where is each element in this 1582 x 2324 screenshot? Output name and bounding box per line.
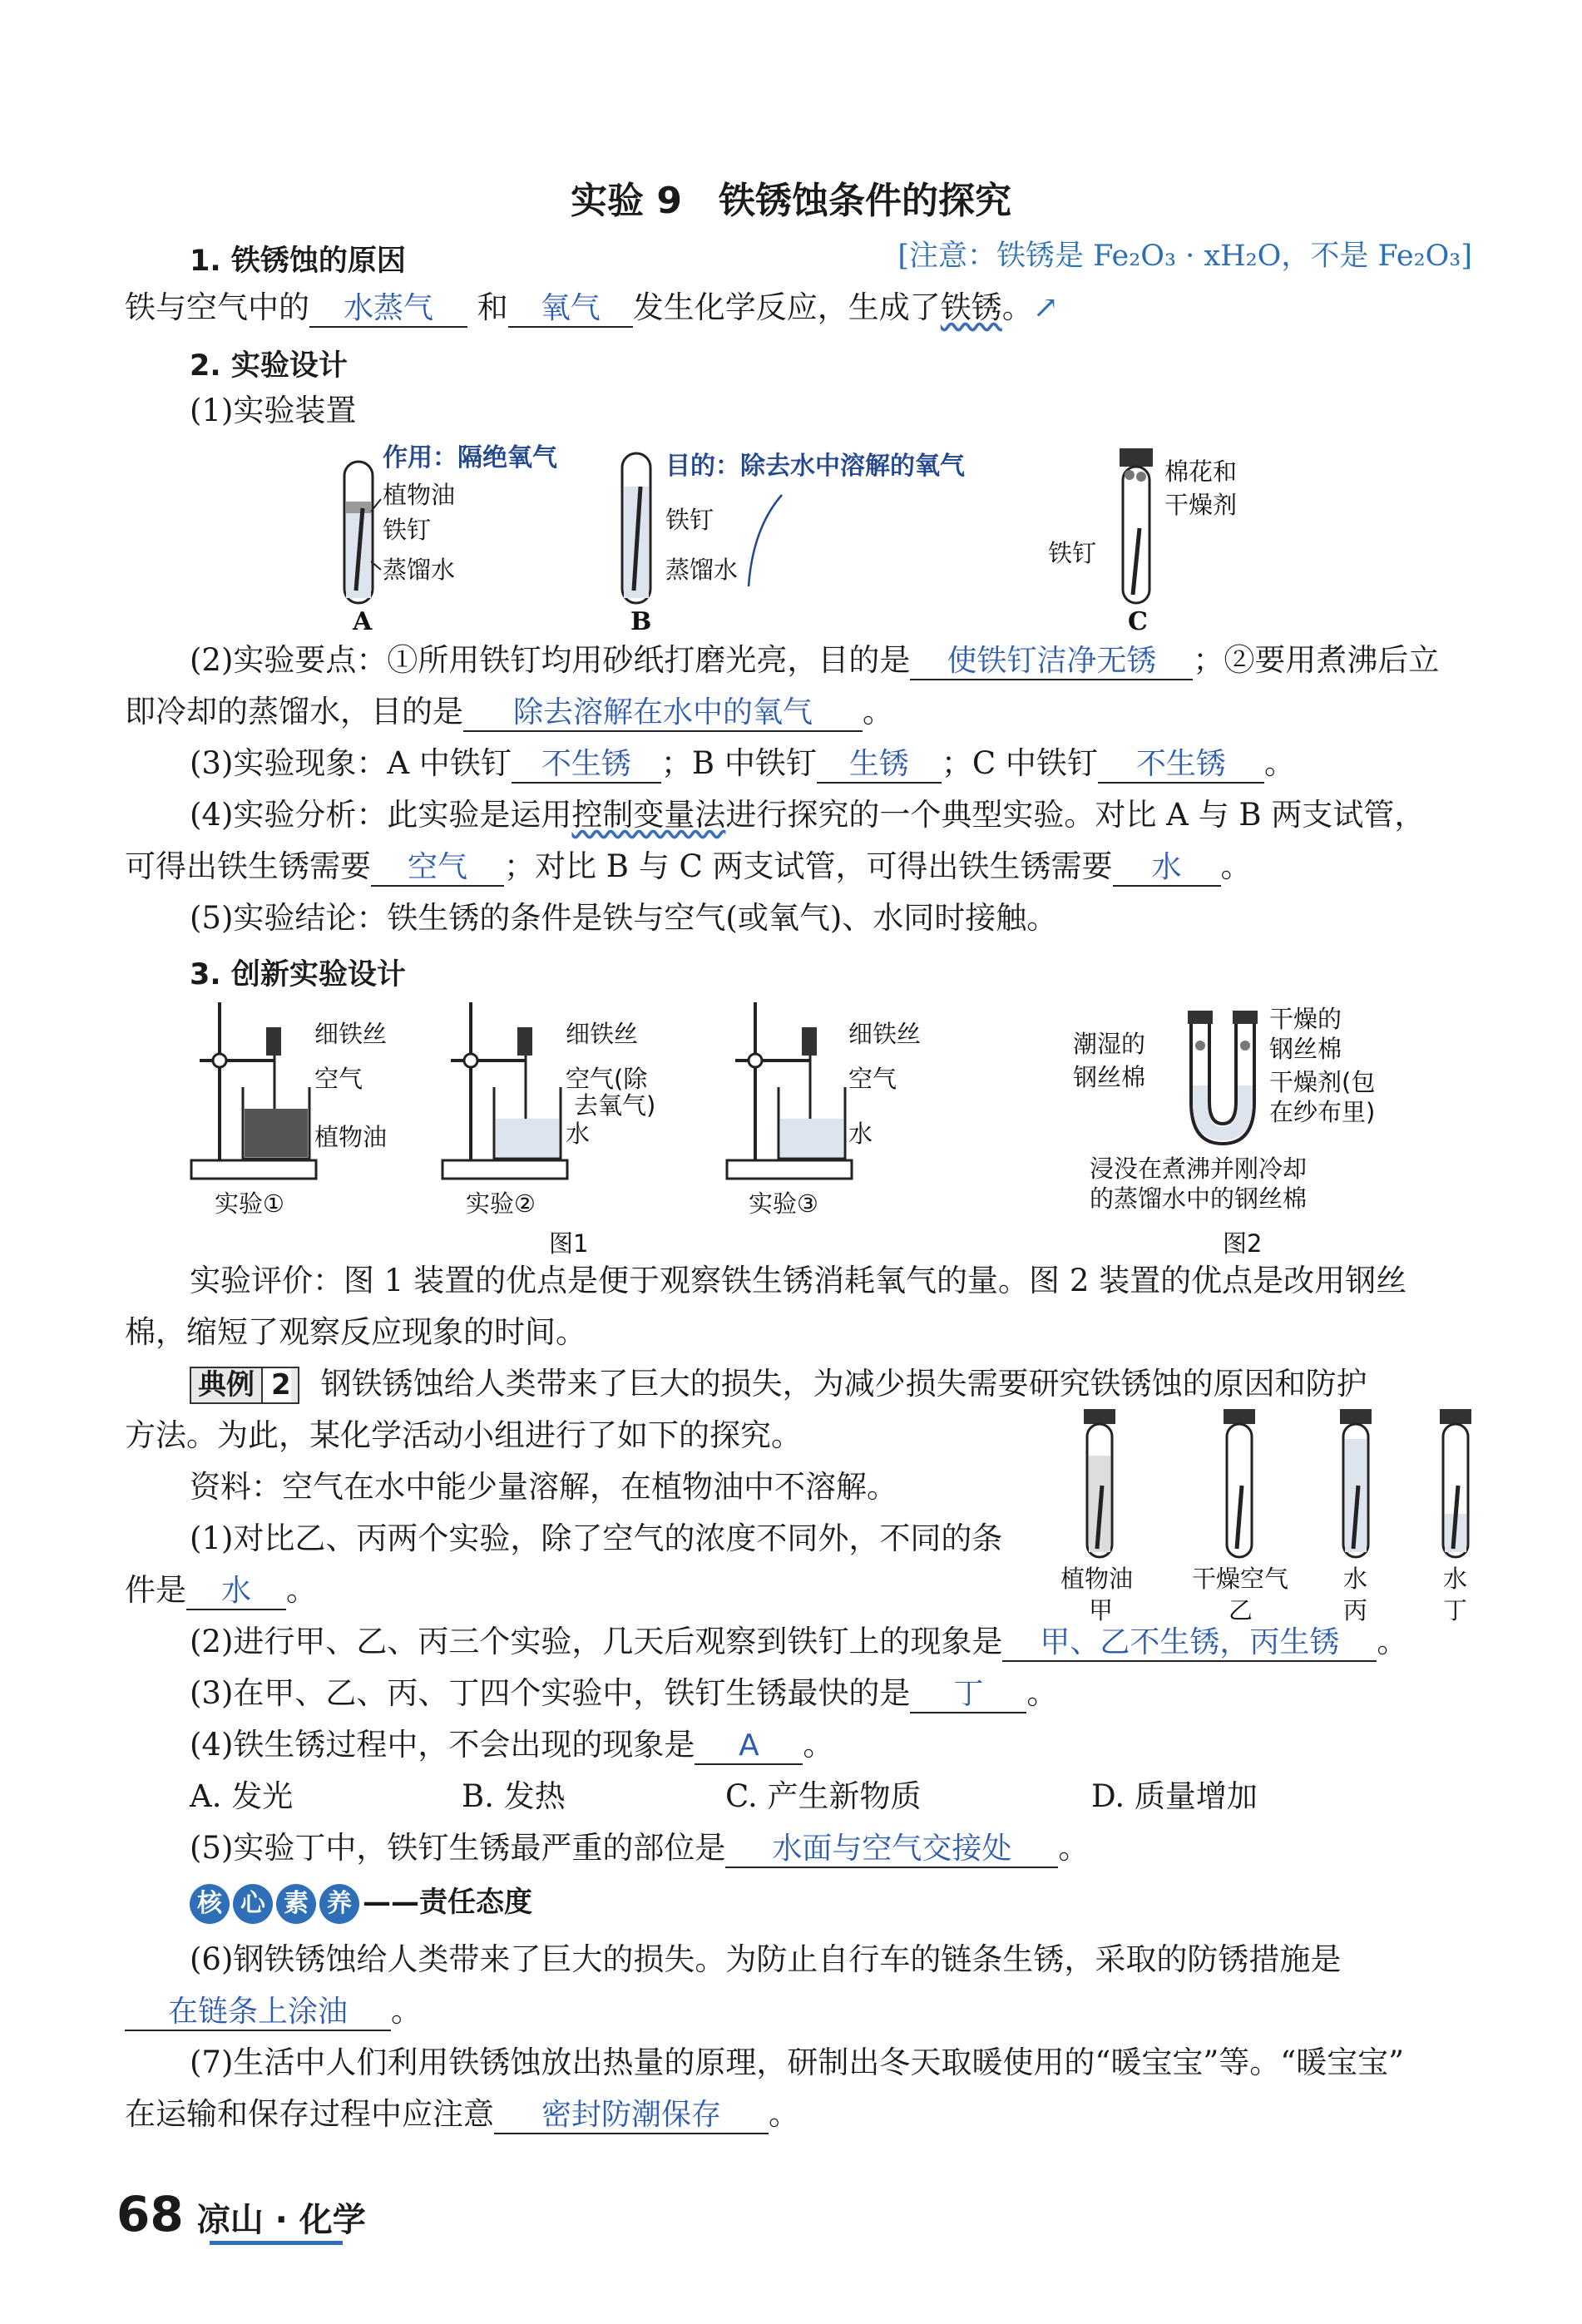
- tube-bing: [1340, 1409, 1372, 1624]
- section-2-heading: 2. 实验设计: [190, 349, 348, 383]
- answer-q4: A: [695, 1728, 803, 1765]
- footer-underline: [210, 2241, 343, 2245]
- tube-a: [344, 443, 557, 636]
- u-tube-apparatus: [1073, 1005, 1375, 1213]
- u-tube-bottom-label-1: 浸没在煮沸并刚冷却: [1090, 1155, 1308, 1183]
- answer-tube-b: 生锈: [817, 746, 942, 784]
- text: 。: [286, 1572, 317, 1608]
- text: 和: [477, 289, 508, 325]
- key-points-line-1: [190, 642, 1439, 680]
- question-5: [190, 1830, 1089, 1868]
- tube-b-caption: B: [630, 607, 652, 636]
- example-intro-line-1: [190, 1366, 1367, 1404]
- exp2-water-label: 水: [566, 1120, 591, 1148]
- figure-2-caption: 图2: [1223, 1229, 1263, 1258]
- answer-q7: 密封防潮保存: [494, 2097, 769, 2134]
- example-tag-number: 2: [261, 1368, 291, 1402]
- exp1-wire-label: 细铁丝: [314, 1020, 388, 1048]
- question-2: [190, 1624, 1407, 1662]
- text: 。: [1220, 848, 1252, 884]
- option-c: C. 产生新物质: [725, 1778, 922, 1814]
- tube-a-caption: A: [353, 607, 373, 636]
- tube-c-label-1: 棉花和: [1164, 457, 1238, 486]
- u-tube-bottom-label-2: 的蒸馏水中的钢丝棉: [1090, 1184, 1308, 1213]
- text: 。: [1026, 1675, 1058, 1711]
- option-d: D. 质量增加: [1091, 1778, 1258, 1814]
- text: 。: [391, 1993, 422, 2029]
- rust-cause-sentence: [125, 289, 1059, 328]
- tube-a-nail-label: 铁钉: [383, 516, 432, 544]
- core-char-4: 养: [319, 1884, 359, 1924]
- tube-a-oil-label: 植物油: [383, 481, 456, 509]
- tube-jia-label: 植物油: [1060, 1565, 1134, 1593]
- text: (3)在甲、乙、丙、丁四个实验中，铁钉生锈最快的是: [190, 1675, 911, 1711]
- text: 。: [769, 2096, 799, 2132]
- exp3-caption: 实验③: [749, 1189, 818, 1218]
- core-char-2: 心: [233, 1884, 273, 1924]
- conclusion-line: (5)实验结论：铁生锈的条件是铁与空气(或氧气)、水同时接触。: [190, 900, 1058, 936]
- u-tube-right-label-4: 在纱布里): [1269, 1098, 1376, 1126]
- text: 进行探究的一个典型实验。对比 A 与 B 两支试管，: [725, 797, 1426, 833]
- note-arrow-icon: ↗: [1032, 289, 1059, 325]
- control-variable-term: 控制变量法: [571, 797, 726, 833]
- u-tube-right-label-2: 钢丝棉: [1269, 1035, 1342, 1063]
- analysis-line-2: [125, 848, 1252, 887]
- exp1-oil-label: 植物油: [314, 1123, 388, 1151]
- exp3-air-label: 空气: [848, 1065, 897, 1093]
- question-1-line-1: (1)对比乙、丙两个实验，除了空气的浓度不同外，不同的条: [190, 1520, 1003, 1556]
- tube-jia-name: 甲: [1089, 1596, 1114, 1624]
- text: 即冷却的蒸馏水，目的是: [125, 694, 463, 729]
- experiment-3: [727, 1002, 921, 1218]
- experiment-1: [191, 1002, 387, 1218]
- text: ；B 中铁钉: [660, 745, 817, 781]
- tube-a-note: 作用：隔绝氧气: [383, 443, 557, 472]
- answer-q6: 在链条上涂油: [125, 1994, 391, 2031]
- rust-term: 铁锈: [940, 289, 1002, 325]
- tube-bing-name: 丙: [1343, 1596, 1368, 1624]
- text: (4)实验分析：此实验是运用: [190, 797, 572, 833]
- tube-c-nail-label: 铁钉: [1048, 539, 1097, 567]
- tube-jia: [1060, 1409, 1133, 1624]
- tube-c-caption: C: [1128, 607, 1148, 636]
- text: 件是: [125, 1572, 186, 1608]
- text: 在运输和保存过程中应注意: [125, 2096, 494, 2132]
- core-literacy-heading: [190, 1883, 532, 1924]
- answer-need-air: 空气: [371, 849, 504, 887]
- option-a: A. 发光: [190, 1778, 294, 1814]
- answer-key-point-2: 除去溶解在水中的氧气: [463, 695, 863, 732]
- tube-yi: [1192, 1409, 1288, 1624]
- text: ；对比 B 与 C 两支试管，可得出铁生锈需要: [504, 848, 1113, 884]
- text: ；②要用煮沸后立: [1193, 642, 1440, 678]
- tube-ding-name: 丁: [1443, 1596, 1468, 1624]
- evaluation-line-1: 实验评价：图 1 装置的优点是便于观察铁生锈消耗氧气的量。图 2 装置的优点是改用钢丝: [190, 1263, 1407, 1298]
- innovative-apparatus-figure: [183, 994, 1414, 1260]
- tube-yi-label: 干燥空气: [1192, 1565, 1289, 1593]
- example-intro-line-2: 方法。为此，某化学活动小组进行了如下的探究。: [125, 1417, 802, 1453]
- exp3-wire-label: 细铁丝: [848, 1020, 922, 1048]
- answer-q3: 丁: [910, 1676, 1026, 1713]
- page-number: 68: [116, 2186, 184, 2242]
- tube-c: [1048, 448, 1237, 636]
- answer-q5: 水面与空气交接处: [725, 1831, 1058, 1868]
- answer-oxygen: 氧气: [508, 290, 633, 328]
- analysis-line-1: [190, 797, 1425, 833]
- tube-b-note: 目的：除去水中溶解的氧气: [665, 452, 965, 481]
- tube-a-water-label: 蒸馏水: [383, 556, 456, 584]
- apparatus-figure: [316, 437, 1298, 636]
- text: 。: [1377, 1624, 1408, 1659]
- question-4: [190, 1727, 833, 1765]
- answer-need-water: 水: [1113, 849, 1221, 887]
- exp2-caption: 实验②: [466, 1189, 536, 1218]
- exp2-air-label-2: 去氧气): [574, 1091, 656, 1120]
- tube-ding-label: 水: [1443, 1565, 1468, 1593]
- exp1-caption: 实验①: [215, 1189, 284, 1218]
- text: (2)实验要点：①所用铁钉均用砂纸打磨光亮，目的是: [190, 642, 911, 678]
- question-6-line-2: [125, 1993, 422, 2031]
- page-title: 实验 9 铁锈蚀条件的探究: [571, 180, 1011, 222]
- text: (2)进行甲、乙、丙三个实验，几天后观察到铁钉上的现象是: [190, 1624, 1003, 1659]
- section-1-heading: 1. 铁锈蚀的原因: [190, 245, 406, 278]
- tube-ding: [1440, 1409, 1471, 1624]
- text: ；C 中铁钉: [941, 745, 1098, 781]
- text: 。: [1263, 745, 1295, 781]
- text: (4)铁生锈过程中，不会出现的现象是: [190, 1727, 695, 1763]
- figure-1-caption: 图1: [549, 1229, 589, 1258]
- answer-q1: 水: [186, 1573, 286, 1610]
- evaluation-line-2: 棉，缩短了观察反应现象的时间。: [125, 1314, 586, 1350]
- reference-info: 资料：空气在水中能少量溶解，在植物油中不溶解。: [190, 1469, 897, 1505]
- u-tube-right-label-3: 干燥剂(包: [1269, 1068, 1376, 1096]
- u-tube-right-label-1: 干燥的: [1269, 1005, 1342, 1033]
- text: 可得出铁生锈需要: [125, 848, 371, 884]
- tube-bing-label: 水: [1343, 1565, 1368, 1593]
- four-tubes-figure: [1052, 1406, 1485, 1630]
- book-name: 凉山 · 化学: [196, 2201, 366, 2239]
- option-b: B. 发热: [462, 1778, 566, 1814]
- key-points-line-2: [125, 694, 893, 732]
- tube-b-nail-label: 铁钉: [665, 506, 714, 534]
- question-1-line-2: [125, 1572, 317, 1610]
- page-footer: [116, 2186, 366, 2242]
- u-tube-left-label-1: 潮湿的: [1073, 1030, 1146, 1058]
- exp2-air-label-1: 空气(除: [566, 1065, 648, 1093]
- core-literacy-title: ——责任态度: [363, 1886, 532, 1919]
- text: 。: [1001, 289, 1033, 325]
- text: 。: [863, 694, 893, 729]
- text: 钢铁锈蚀给人类带来了巨大的损失，为减少损失需要研究铁锈蚀的原因和防护: [320, 1366, 1367, 1402]
- rust-formula-note: [注意：铁锈是 Fe₂O₃ · xH₂O，不是 Fe₂O₃]: [897, 240, 1472, 273]
- question-7-line-2: [125, 2096, 799, 2134]
- answer-q2: 甲、乙不生锈，丙生锈: [1002, 1624, 1377, 1662]
- question-6-line-1: (6)钢铁锈蚀给人类带来了巨大的损失。为防止自行车的链条生锈，采取的防锈措施是: [190, 1941, 1342, 1977]
- u-tube-left-label-2: 钢丝棉: [1073, 1063, 1146, 1091]
- exp2-wire-label: 细铁丝: [566, 1020, 639, 1048]
- apparatus-label: (1)实验装置: [190, 393, 357, 428]
- text: 。: [1058, 1830, 1090, 1866]
- experiment-2: [442, 1002, 655, 1218]
- text: (3)实验现象：A 中铁钉: [190, 745, 512, 781]
- text: 铁与空气中的: [125, 289, 309, 325]
- tube-c-label-2: 干燥剂: [1164, 491, 1238, 519]
- example-tag: [190, 1367, 299, 1404]
- exp3-water-label: 水: [848, 1120, 873, 1148]
- tube-b: [622, 452, 965, 636]
- tube-yi-name: 乙: [1229, 1596, 1253, 1624]
- text: 发生化学反应，生成了: [632, 289, 941, 325]
- example-tag-text: 典例: [198, 1368, 255, 1402]
- question-3: [190, 1675, 1057, 1713]
- section-3-heading: 3. 创新实验设计: [190, 958, 406, 991]
- text: (5)实验丁中，铁钉生锈最严重的部位是: [190, 1830, 726, 1866]
- core-char-1: 核: [190, 1884, 230, 1924]
- core-char-3: 素: [276, 1884, 316, 1924]
- answer-tube-a: 不生锈: [512, 746, 661, 784]
- answer-water-vapor: 水蒸气: [309, 290, 467, 328]
- answer-tube-c: 不生锈: [1098, 746, 1264, 784]
- answer-key-point-1: 使铁钉洁净无锈: [910, 643, 1193, 680]
- exp1-air-label: 空气: [314, 1065, 363, 1093]
- tube-b-water-label: 蒸馏水: [665, 556, 739, 584]
- question-7-line-1: (7)生活中人们利用铁锈蚀放出热量的原理，研制出冬天取暖使用的“暖宝宝”等。“暖宝宝”: [190, 2045, 1405, 2080]
- text: 。: [803, 1727, 834, 1763]
- phenomenon-line: [190, 745, 1295, 784]
